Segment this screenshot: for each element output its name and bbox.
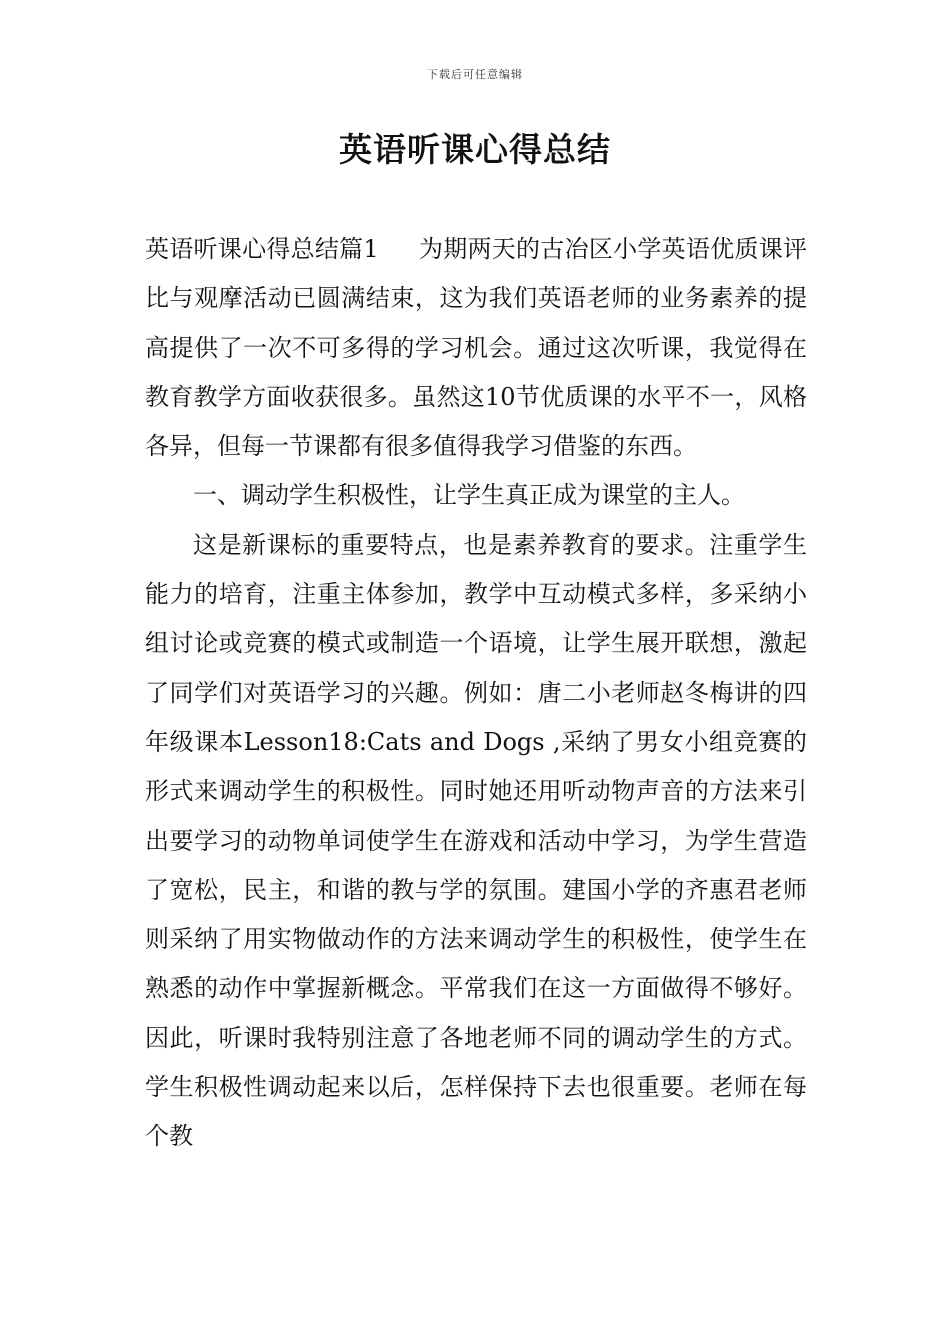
page-header-note: 下载后可任意编辑 [427, 68, 523, 81]
paragraph-intro-text: 为期两天的古冶区小学英语优质课评比与观摩活动已圆满结束，这为我们英语老师的业务素养的提高提供了一次不可多得的学习机会。通过这次听课，我觉得在教育教学方面收获很多。虽然这10节优质课的水平不一，风格各异，但每一节课都有很多值得我学习借鉴的东西。 [145, 235, 807, 461]
document-title: 英语听课心得总结 [339, 130, 611, 169]
section-heading-part1: 英语听课心得总结篇1 [145, 235, 379, 263]
paragraph-section-1: 这是新课标的重要特点，也是素养教育的要求。注重学生能力的培育，注重主体参加，教学中互动模式多样，多采纳小组讨论或竞赛的模式或制造一个语境，让学生展开联想，激起了同学们对英语学习的兴趣。例如：唐二小老师赵冬梅讲的四年级课本Lesson18:Cats and Dogs ,采纳了男女小组竞赛的形式来调动学生的积极性。同时她还用听动物声音的方法来引出要学习的动物单词使学生在游戏和活动中学习，为学生营造了宽松，民主，和谐的教与学的氛围。建国小学的齐惠君老师则采纳了用实物做动作的方法来调动学生的积极性，使学生在熟悉的动作中掌握新概念。平常我们在这一方面做得不够好。因此，听课时我特别注意了各地老师不同的调动学生的方式。学生积极性调动起来以后，怎样保持下去也很重要。老师在每个教 [145, 530, 807, 1151]
paragraph-intro [145, 225, 807, 471]
section-heading-1: 一、调动学生积极性，让学生真正成为课堂的主人。 [193, 481, 745, 510]
document-body [145, 225, 807, 1162]
